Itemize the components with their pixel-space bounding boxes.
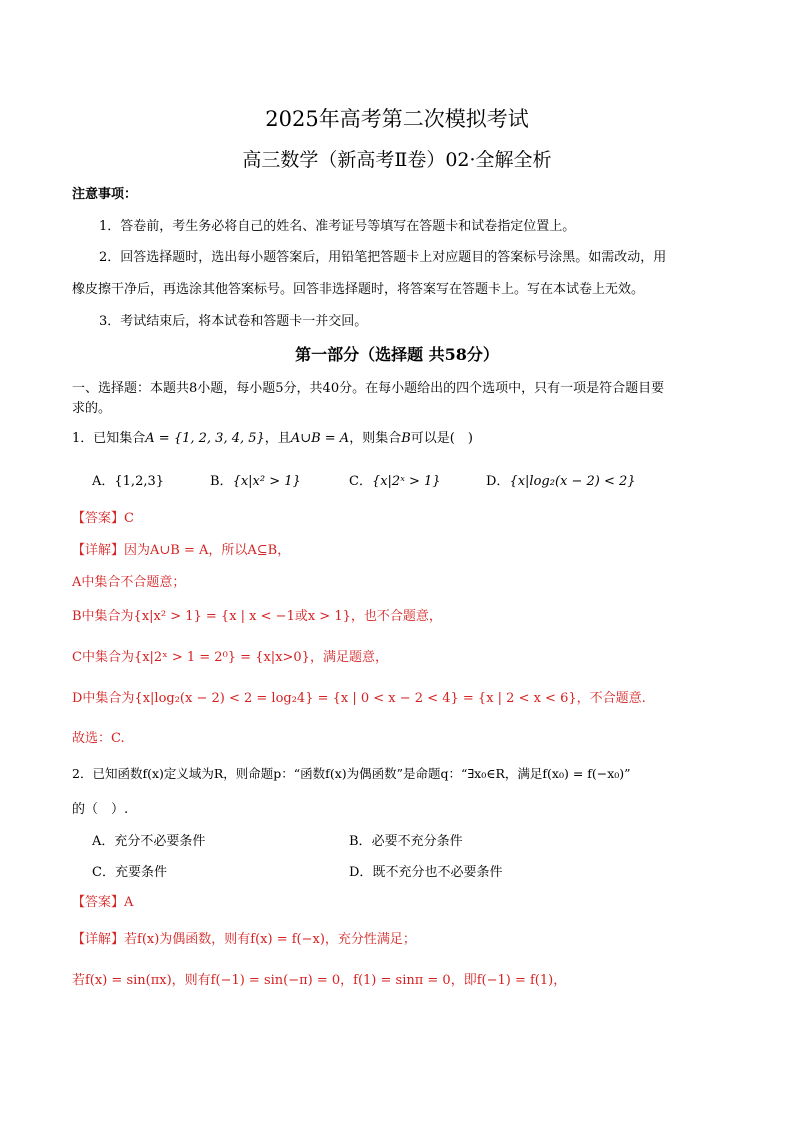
q1-answer bbox=[72, 510, 134, 528]
q2-stem-line1: 2．已知函数f(x)定义域为R，则命题p：“函数f(x)为偶函数”是命题q：“∃x₀∈R，满足f(x₀) = f(−x₀)” bbox=[72, 766, 631, 781]
q1-stem-end: 可以是( ) bbox=[410, 431, 473, 446]
notice-item-2-cont: 橡皮擦干净后，再选涂其他答案标号。回答非选择题时，将答案写在答题卡上。写在本试卷上无效。 bbox=[72, 282, 645, 297]
q2-detail-line1: 若f(x)为偶函数，则有f(x) = f(−x)，充分性满足； bbox=[124, 932, 416, 947]
q1-stem bbox=[72, 430, 473, 448]
q2-detail-tag: 【详解】 bbox=[72, 932, 125, 947]
q1-stem-cond: A∪B = A bbox=[290, 431, 350, 446]
q1-stem-mid: ，且 bbox=[264, 431, 291, 446]
q2-option-c-label: C． bbox=[92, 865, 115, 880]
q2-stem-line2: 的（ ）. bbox=[72, 802, 129, 817]
q1-option-c-label: C． bbox=[349, 474, 372, 489]
q2-option-c-content: 充要条件 bbox=[114, 865, 167, 880]
exam-subtitle: 高三数学（新高考Ⅱ卷）02·全解全析 bbox=[242, 149, 552, 171]
notice-item-1: 1．答卷前，考生务必将自己的姓名、准考证号等填写在答题卡和试卷指定位置上。 bbox=[99, 219, 576, 234]
q1-detail-intro: 因为A∪B = A，所以A⊆B， bbox=[124, 543, 291, 558]
q1-option-b-label: B． bbox=[210, 474, 233, 489]
q1-stem-suffix: ，则集合 bbox=[349, 431, 402, 446]
q1-option-b-content: {x|x² > 1} bbox=[232, 474, 301, 489]
q2-answer-value: A bbox=[124, 895, 134, 910]
q1-option-a bbox=[92, 473, 164, 491]
q2-option-d-label: D． bbox=[349, 865, 373, 880]
q1-conclusion: 故选：C. bbox=[72, 731, 125, 746]
section-heading: 第一部分（选择题 共58分） bbox=[295, 345, 499, 364]
q1-stem-b: B bbox=[401, 431, 411, 446]
q1-option-b bbox=[210, 473, 301, 491]
q2-option-a bbox=[92, 833, 205, 851]
q2-option-c bbox=[92, 864, 167, 882]
q1-option-c-content: {x|2ˣ > 1} bbox=[371, 474, 441, 489]
q2-option-b-content: 必要不充分条件 bbox=[371, 834, 463, 849]
q2-option-a-label: A． bbox=[92, 834, 115, 849]
q1-option-c bbox=[349, 473, 441, 491]
q1-answer-value: C bbox=[124, 511, 134, 526]
q1-detail-line-c: C中集合为{x|2ˣ > 1 = 2⁰} = {x|x>0}，满足题意， bbox=[72, 650, 388, 665]
q2-detail-line2: 若f(x) = sin(πx)，则有f(−1) = sin(−π) = 0，f(1) = sinπ = 0，即f(−1) = f(1)， bbox=[72, 973, 567, 988]
q2-option-b bbox=[349, 833, 463, 851]
q2-option-a-content: 充分不必要条件 bbox=[114, 834, 206, 849]
q2-detail bbox=[72, 931, 416, 949]
q1-option-d-label: D． bbox=[486, 474, 510, 489]
q1-option-d bbox=[486, 473, 636, 491]
section-intro-line1: 一、选择题：本题共8小题，每小题5分，共40分。在每小题给出的四个选项中，只有一项是符合题目要 bbox=[72, 381, 665, 396]
q2-option-d bbox=[349, 864, 502, 882]
q1-option-a-label: A． bbox=[92, 474, 115, 489]
notice-label: 注意事项： bbox=[72, 187, 138, 202]
q2-answer bbox=[72, 894, 133, 912]
q1-stem-prefix: 1．已知集合 bbox=[72, 431, 146, 446]
notice-item-2: 2．回答选择题时，选出每小题答案后，用铅笔把答题卡上对应题目的答案标号涂黑。如需改动，用 bbox=[99, 250, 667, 265]
exam-title: 2025年高考第二次模拟考试 bbox=[265, 107, 529, 131]
q1-option-d-content: {x|log₂(x − 2) < 2} bbox=[509, 474, 636, 489]
q2-option-b-label: B． bbox=[349, 834, 372, 849]
q2-option-d-content: 既不充分也不必要条件 bbox=[372, 865, 503, 880]
q1-detail-line-d: D中集合为{x|log₂(x − 2) < 2 = log₂4} = {x | 0 < x − 2 < 4} = {x | 2 < x < 6}，不合题意. bbox=[72, 691, 646, 706]
q1-detail-line-a: A中集合不合题意； bbox=[72, 575, 186, 590]
q1-answer-tag: 【答案】 bbox=[72, 511, 125, 526]
notice-item-3: 3．考试结束后，将本试卷和答题卡一并交回。 bbox=[99, 314, 368, 329]
q1-detail-tag: 【详解】 bbox=[72, 543, 125, 558]
section-intro-line2: 求的。 bbox=[72, 401, 112, 416]
q2-answer-tag: 【答案】 bbox=[72, 895, 125, 910]
q1-detail-line-b: B中集合为{x|x² > 1} = {x | x < −1或x > 1}，也不合题意， bbox=[72, 609, 442, 624]
q1-stem-set: A = {1, 2, 3, 4, 5} bbox=[145, 431, 265, 446]
q1-option-a-content: {1,2,3} bbox=[114, 474, 165, 489]
q1-detail bbox=[72, 542, 290, 560]
